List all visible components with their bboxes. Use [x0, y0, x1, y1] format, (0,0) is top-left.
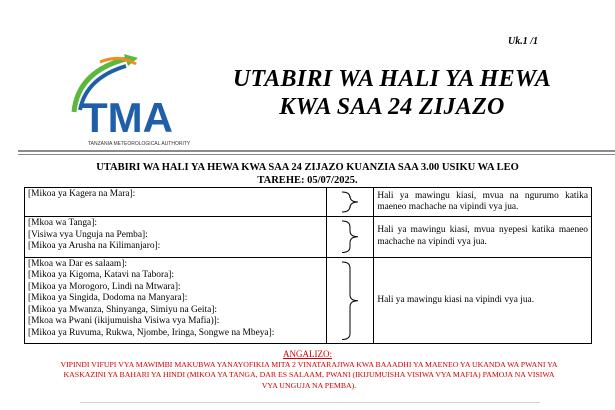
brace-icon	[327, 188, 374, 217]
region-item: [Mikoa ya Kagera na Mara]:	[28, 189, 136, 199]
forecast-date: TAREHE: 05/07/2025.	[257, 175, 358, 186]
logo-caption: TANZANIA METEOROLOGICAL AUTHORITY	[88, 141, 191, 147]
weather-description: Hali ya mawingu kiasi, mvua nyepesi katika maeneo machache na vipindi vya jua.	[374, 217, 592, 258]
forecast-row	[25, 257, 592, 344]
main-title-line1: UTABIRI WA HALI YA HEWA	[232, 66, 552, 92]
region-item: [Mikoa ya Morogoro, Lindi na Mtwara]:	[28, 281, 181, 292]
page-number: Uk.1 /1	[508, 36, 538, 47]
brace-icon	[327, 217, 374, 258]
forecast-row	[25, 188, 592, 217]
warning-title: ANGALIZO:	[283, 349, 332, 359]
region-list	[25, 188, 327, 217]
header-rule-thin	[18, 154, 615, 155]
header-rule	[18, 150, 615, 152]
forecast-row	[25, 217, 592, 258]
brace-icon	[327, 257, 374, 344]
region-item: [Mikoa ya Kigoma, Katavi na Tabora]:	[28, 270, 174, 280]
forecast-heading: UTABIRI WA HALI YA HEWA KWA SAA 24 ZIJAZO KUANZIA SAA 3.00 USIKU WA LEO	[96, 162, 519, 173]
region-item: [Mikoa ya Singida, Dodoma na Manyara]:	[28, 293, 188, 303]
region-item: [Visiwa vya Unguja na Pemba]:	[28, 229, 148, 240]
tma-logo	[60, 50, 210, 150]
region-item: [Mkoa wa Tanga]:	[28, 218, 97, 228]
weather-description: Hali ya mawingu kiasi na vipindi vya jua.	[374, 257, 592, 344]
region-item: [Mikoa ya Mwanza, Shinyanga, Simiyu na Geita]:	[28, 304, 218, 315]
region-list	[25, 217, 327, 258]
next-section-cutoff	[80, 402, 540, 405]
warning-text: VIPINDI VIFUPI VYA MAWIMBI MAKUBWA YANAYOFIKIA MITA 2 VINATARAJIWA KWA BAAADHI YA MAENEO YA UKANDA WA PWANI YA KASKAZINI YA BAHARI YA HINDI (MIKOA YA TANGA, DAR ES SALAAM, PWANI (IKIJUMUISHA VISIWA VYA MAFIA) PAMOJA NA VISIWA VYA UNGUJA NA PEMBA).	[60, 360, 558, 390]
region-item: [Mikoa ya Ruvuma, Rukwa, Njombe, Iringa, Songwe na Mbeya]:	[28, 327, 275, 338]
forecast-table	[24, 187, 592, 344]
weather-description: Hali ya mawingu kiasi, mvua na ngurumo katika maeneo machache na vipindi vya jua.	[374, 188, 592, 217]
region-list	[25, 257, 327, 344]
region-item: [Mikoa ya Arusha na Kilimanjaro]:	[28, 241, 161, 251]
tma-logo-icon	[60, 50, 210, 150]
region-item: [Mkoa wa Dar es salaam]:	[28, 258, 127, 269]
main-title-line2: KWA SAA 24 ZIJAZO	[279, 94, 505, 120]
logo-letters: TMA	[82, 94, 173, 141]
region-item: [Mkoa wa Pwani (ikijumuisha Visiwa vya Mafia)]:	[28, 316, 220, 326]
